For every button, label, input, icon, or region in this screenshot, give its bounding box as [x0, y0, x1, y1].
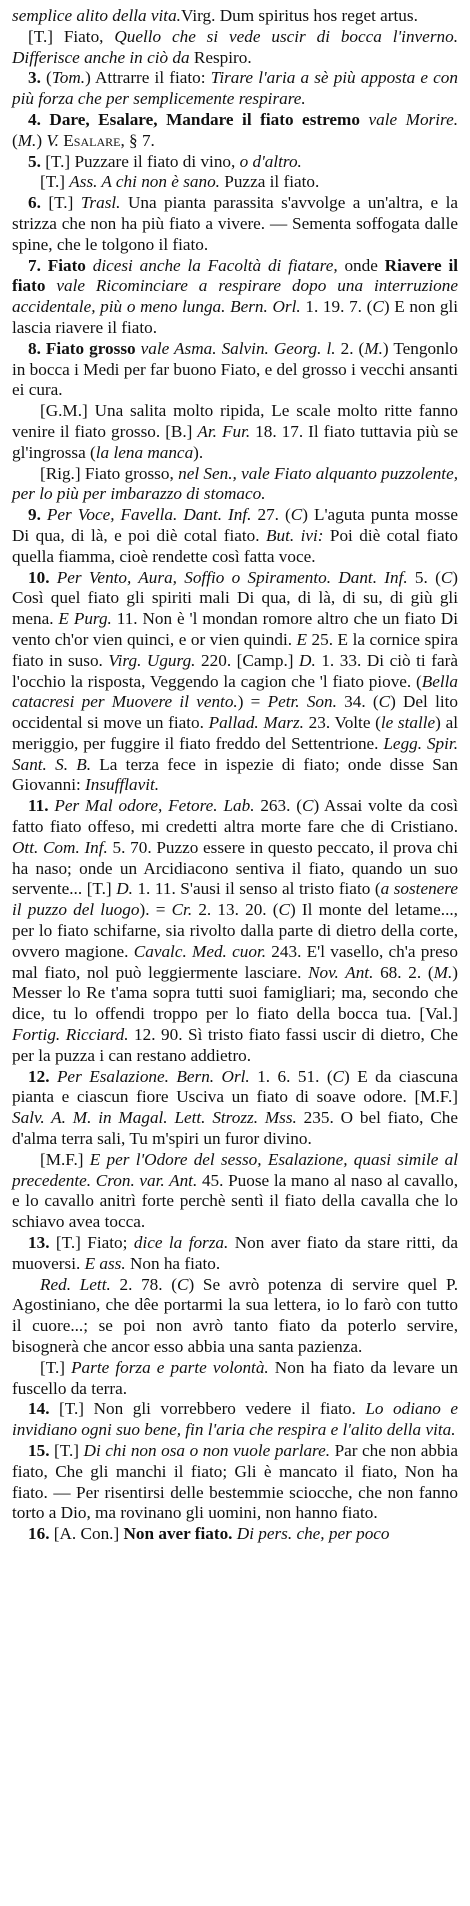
- text-run: 2. (: [335, 338, 365, 358]
- text-run: 5. 70. Puzzo essere in questo peccato, il prova chi ha naso; onde un Arcidiacono sentiva il fiato, quando un suo servente... [T.]: [12, 837, 458, 899]
- entry-paragraph: [12, 152, 458, 173]
- text-run: Lab.: [223, 796, 255, 816]
- text-run: 12. 90. Sì tristo fiato fassi uscir di dietro, Che per la puzza i can restano addietro.: [12, 1025, 458, 1065]
- text-run: C: [332, 1066, 345, 1086]
- text-run: 27. (: [251, 505, 291, 525]
- text-run: ) Se avrò potenza di servire quel P. Agostiniano, che dêe portarmi la sua lettera, io lo farò con tutto il cuore...; se poi non avrò tanto fiato da poterlo servire, bisognerà che ancor esso abbia una santa pazienza.: [12, 1274, 458, 1356]
- text-run: Ott. Com. Inf.: [12, 837, 108, 857]
- text-run: Quello che si vede uscir di bocca l'inverno. Differisce anche in ciò da: [12, 26, 458, 67]
- text-run: C: [177, 1274, 189, 1294]
- text-run: E Purg.: [58, 609, 112, 629]
- text-run: Bella catacresi per Muovere il vento.: [12, 671, 458, 712]
- text-run: [M.F.]: [40, 1149, 90, 1169]
- text-run: Nov. Ant.: [308, 962, 374, 982]
- text-run: ) al meriggio, per fuggire il fiato freddo del Settentrione.: [12, 713, 458, 753]
- entry-paragraph: [12, 1441, 458, 1524]
- text-run: vale Ricominciare a respirare dopo una interruzione accidentale, più o meno lunga.: [12, 276, 458, 317]
- text-run: Insufflavit.: [85, 775, 160, 795]
- entry-paragraph: [12, 68, 458, 110]
- entry-paragraph: [12, 27, 458, 69]
- text-run: [G.M.] Una salita molto ripida, Le scale molto ritte fanno venire il fiato grosso. [B.]: [12, 401, 458, 441]
- text-run: 3.: [28, 68, 41, 88]
- text-run: Non ha fiato.: [125, 1253, 221, 1273]
- text-run: Pallad. Marz.: [208, 713, 304, 733]
- entry-paragraph: [12, 1358, 458, 1400]
- text-run: ) =: [237, 692, 268, 712]
- text-run: [T.] Fiato,: [28, 26, 115, 46]
- text-run: Poi diè cotal fiato quella fiamma, cioè rendette così fatta voce.: [12, 525, 459, 566]
- text-run: Cron. var. Ant.: [95, 1170, 198, 1190]
- text-run: semplice alito della vita.: [12, 6, 181, 25]
- text-run: 5.: [28, 151, 41, 171]
- text-run: ) E da ciascuna pianta e ciascun fiore Usciva un fiato di soave odore. [M.F.]: [12, 1066, 458, 1107]
- text-run: 2. 13. 20. (: [192, 900, 279, 920]
- text-run: ) Il monte del letame..., per lo fiato schifarne, sia rivolto dalla parte di dietro della corte, ovvero magione.: [12, 900, 458, 961]
- text-run: [T.] Fiato;: [49, 1233, 134, 1253]
- text-run: Esalare: [63, 130, 121, 150]
- text-run: Puzza il fiato.: [219, 172, 320, 192]
- text-run: 4. Dare, Esalare, Mandare il fiato estremo: [28, 109, 360, 129]
- text-run: vale Asma.: [135, 338, 217, 358]
- entry-paragraph: [12, 464, 458, 506]
- text-run: Virg.: [180, 6, 216, 25]
- text-run: Per Voce, Favella.: [40, 505, 178, 525]
- text-run: M.: [17, 130, 37, 150]
- text-run: C: [301, 796, 314, 816]
- text-run: But. ivi:: [265, 525, 324, 545]
- text-run: ) L'aguta punta mosse Di qua, di là, e poi diè cotal fiato.: [12, 505, 458, 545]
- text-run: [T.]: [49, 1440, 84, 1460]
- entry-paragraph: [12, 1067, 458, 1150]
- text-run: 5. (: [407, 567, 441, 587]
- text-run: ). =: [139, 900, 172, 920]
- text-run: Per Vento, Aura, Soffio o Spiramento.: [49, 567, 332, 587]
- entry-paragraph: [12, 796, 458, 1066]
- text-run: Cavalc. Med. cuor.: [133, 941, 267, 961]
- text-run: Ass. A chi non è sano.: [69, 172, 220, 192]
- text-run: (: [40, 68, 52, 88]
- text-run: Riavere il fiato: [12, 255, 458, 296]
- text-run: Salvin. Georg. l.: [221, 338, 336, 358]
- text-run: 13.: [28, 1233, 50, 1253]
- text-run: E ass.: [84, 1253, 126, 1273]
- text-run: 12.: [28, 1066, 50, 1086]
- text-run: La terza fece in ispezie di fiato; onde disse San Giovanni:: [12, 754, 458, 795]
- text-run: Per Esalazione.: [49, 1066, 169, 1086]
- text-run: ) Tengonlo in bocca i Medi per far buono Fiato, e del grosso i vecchi ansanti ei cura.: [12, 338, 459, 400]
- text-run: 220. [Camp.]: [195, 650, 300, 670]
- text-run: vale Morire.: [359, 109, 458, 129]
- text-run: 263. (: [254, 796, 302, 816]
- entry-paragraph: [12, 110, 458, 152]
- text-run: Parte forza e parte volontà.: [71, 1357, 269, 1377]
- text-run: 1. 6. 51. (: [249, 1066, 333, 1086]
- text-run: Tom.: [51, 68, 86, 88]
- entry-paragraph: [12, 1150, 458, 1233]
- text-run: Respiro.: [189, 47, 252, 67]
- text-run: [T.]: [40, 1357, 72, 1377]
- entry-paragraph: [12, 1524, 458, 1545]
- text-run: Tirare l'aria a sè più apposta e con più forza che per semplicemente respirare.: [12, 68, 458, 109]
- text-run: ) E non gli lascia riavere il fiato.: [12, 297, 458, 337]
- entry-paragraph: [12, 401, 458, 463]
- text-run: C: [440, 567, 453, 587]
- entry-paragraph: [12, 568, 458, 797]
- text-run: C: [372, 297, 384, 317]
- entry-paragraph: [12, 1399, 458, 1441]
- text-run: Cr.: [171, 900, 193, 920]
- text-run: 243. E'l vasello, ch'a preso mal fiato, nol può leggiermente lasciare.: [12, 941, 459, 982]
- text-run: 68. 2. (: [373, 962, 434, 982]
- text-run: Lo odiano e invidiano ogni suo bene, fin l'aria che respira e l'alito della vita.: [12, 1399, 459, 1440]
- text-run: 11.: [28, 796, 49, 816]
- text-run: Legg. Spir. Sant. S. B.: [12, 733, 458, 774]
- text-run: a sostenere il puzzo del luogo: [12, 879, 458, 920]
- text-run: (: [12, 130, 18, 150]
- text-run: Trasl.: [80, 193, 121, 213]
- entry-paragraph: [12, 505, 458, 567]
- text-run: [T.] Non gli vorrebbero vedere il fiato.: [49, 1399, 366, 1419]
- text-run: Non aver fiato.: [123, 1524, 233, 1544]
- text-run: Virg. Ugurg.: [108, 650, 196, 670]
- entry-paragraph: [12, 6, 458, 27]
- text-run: C: [278, 900, 290, 920]
- entry-paragraph: [12, 339, 458, 401]
- text-run: 10.: [28, 567, 50, 587]
- text-run: [T.]: [40, 172, 70, 192]
- text-run: Salv. A. M. in Magal. Lett. Strozz. Mss.: [12, 1108, 297, 1128]
- text-run: Dant. Inf.: [183, 505, 252, 525]
- text-run: le stalle: [380, 713, 436, 733]
- text-run: Non aver fiato da stare ritti, da muoversi.: [12, 1233, 458, 1273]
- text-run: ) Attrarre il fiato:: [85, 68, 211, 88]
- text-run: ) Messer lo Re t'ama sopra tutti suoi famigliari; ma, secondo che dice, tu lo offendi troppo per lo fiato della bocca tua. [Val.]: [12, 962, 458, 1024]
- text-run: ): [36, 130, 47, 150]
- text-run: Di pers. che, per poco: [232, 1524, 390, 1544]
- text-run: 235. O bel fiato, Che d'alma terra sali, Tu m'spiri un furor divino.: [12, 1108, 459, 1149]
- text-run: 25. E la cornice spira fiato in suso.: [12, 629, 458, 670]
- text-run: 16.: [28, 1524, 50, 1544]
- text-run: Bern. Orl.: [230, 297, 301, 317]
- entry-paragraph: [12, 1275, 458, 1358]
- entry-paragraph: [12, 193, 458, 255]
- text-run: 11. Non è 'l mondan romore altro che un fiato Di vento ch'or vien quinci, e or vien quindi.: [12, 609, 458, 649]
- text-run: 14.: [28, 1399, 50, 1419]
- text-run: 7. Fiato: [28, 255, 86, 275]
- text-run: 6.: [28, 193, 41, 213]
- dictionary-page: [12, 0, 458, 1896]
- text-run: 8. Fiato grosso: [28, 338, 136, 358]
- text-run: V.: [46, 130, 59, 150]
- text-run: [T.] Puzzare il fiato di vino,: [40, 151, 240, 171]
- text-run: Una pianta parassita s'avvolge a un'altra, e la strizza che non ha più fiato a vivere. — Sementa soffogata dalle spine, che le tolgono il fiato.: [12, 193, 458, 254]
- text-run: 15.: [28, 1440, 50, 1460]
- text-run: [Rig.] Fiato grosso,: [40, 463, 179, 483]
- text-run: 1. 11. S'ausi il senso al tristo fiato (: [132, 879, 381, 899]
- text-run: 1. 33. Di ciò ti farà l'occhio la risposta, Veggendo la cagion che 'l fiato piove. (: [12, 650, 458, 691]
- text-run: [T.]: [40, 193, 81, 213]
- text-run: Dum spiritus hos reget artus.: [215, 6, 418, 25]
- text-run: onde: [344, 255, 385, 275]
- text-run: ).: [193, 442, 204, 462]
- text-run: Petr. Son.: [267, 692, 337, 712]
- text-run: C: [290, 505, 303, 525]
- text-run: dicesi anche la Facoltà di fiatare,: [85, 255, 345, 275]
- text-run: o d'altro.: [239, 151, 302, 171]
- text-run: 45. Puose la mano al naso al cavallo, e lo cavallo anitrì forte perchè sentì il fiato della cavalla che lo schiavo avea tocca.: [12, 1170, 459, 1232]
- text-run: 18. 17. Il fiato tuttavia più se gl'ingrossa (: [12, 421, 458, 462]
- text-run: Red. Lett.: [40, 1274, 111, 1294]
- text-run: ) Del lito occidental si move un fiato.: [12, 692, 458, 733]
- text-run: Bern. Orl.: [176, 1066, 250, 1086]
- text-run: nel Sen., vale Fiato alquanto puzzolente, per lo più per imbarazzo di stomaco.: [12, 463, 458, 504]
- entry-paragraph: [12, 172, 458, 193]
- text-run: D.: [116, 879, 133, 899]
- text-run: , § 7.: [120, 130, 155, 150]
- text-run: Par che non abbia fiato, Che gli manchi il fiato; Gli è mancato il fiato, Non ha fiato. — Per risentirsi delle bestemmie sciocche, che non fanno torto a Dio, ma rovinano gli uomini, non hanno fiato.: [12, 1440, 458, 1523]
- text-run: ) Così quel fiato gli spiriti mali Di qua, di là, di su, di giù gli mena.: [12, 567, 459, 629]
- text-run: 2. 78. (: [110, 1274, 177, 1294]
- text-run: 9.: [28, 505, 41, 525]
- text-run: Di chi non osa o non vuole parlare.: [83, 1440, 331, 1460]
- text-run: Ar. Fur.: [197, 421, 251, 441]
- entry-paragraph: [12, 256, 458, 339]
- text-run: Per Mal odore, Fetore.: [48, 796, 218, 816]
- text-run: M.: [433, 962, 453, 982]
- text-run: ) Assai volte da così fatto fiato offeso, mi credetti altra morte fare che di Cristiano.: [12, 796, 459, 837]
- text-run: la lena manca: [95, 442, 194, 462]
- text-run: 1. 19. 7. (: [300, 297, 373, 317]
- text-run: Non ha fiato da levare un fuscello da terra.: [12, 1357, 458, 1398]
- text-run: E per l'Odore del sesso, Esalazione, quasi simile al precedente.: [12, 1149, 458, 1190]
- text-run: E: [296, 629, 308, 649]
- text-run: D.: [299, 650, 316, 670]
- entry-paragraph: [12, 1233, 458, 1275]
- text-run: 34. (: [336, 692, 379, 712]
- text-run: [A. Con.]: [49, 1524, 124, 1544]
- text-run: Fortig. Ricciard.: [12, 1025, 129, 1045]
- text-run: C: [378, 692, 391, 712]
- text-run: Dant. Inf.: [338, 567, 408, 587]
- text-run: dice la forza.: [133, 1233, 229, 1253]
- text-run: 23. Volte (: [303, 713, 381, 733]
- text-run: M.: [364, 338, 383, 358]
